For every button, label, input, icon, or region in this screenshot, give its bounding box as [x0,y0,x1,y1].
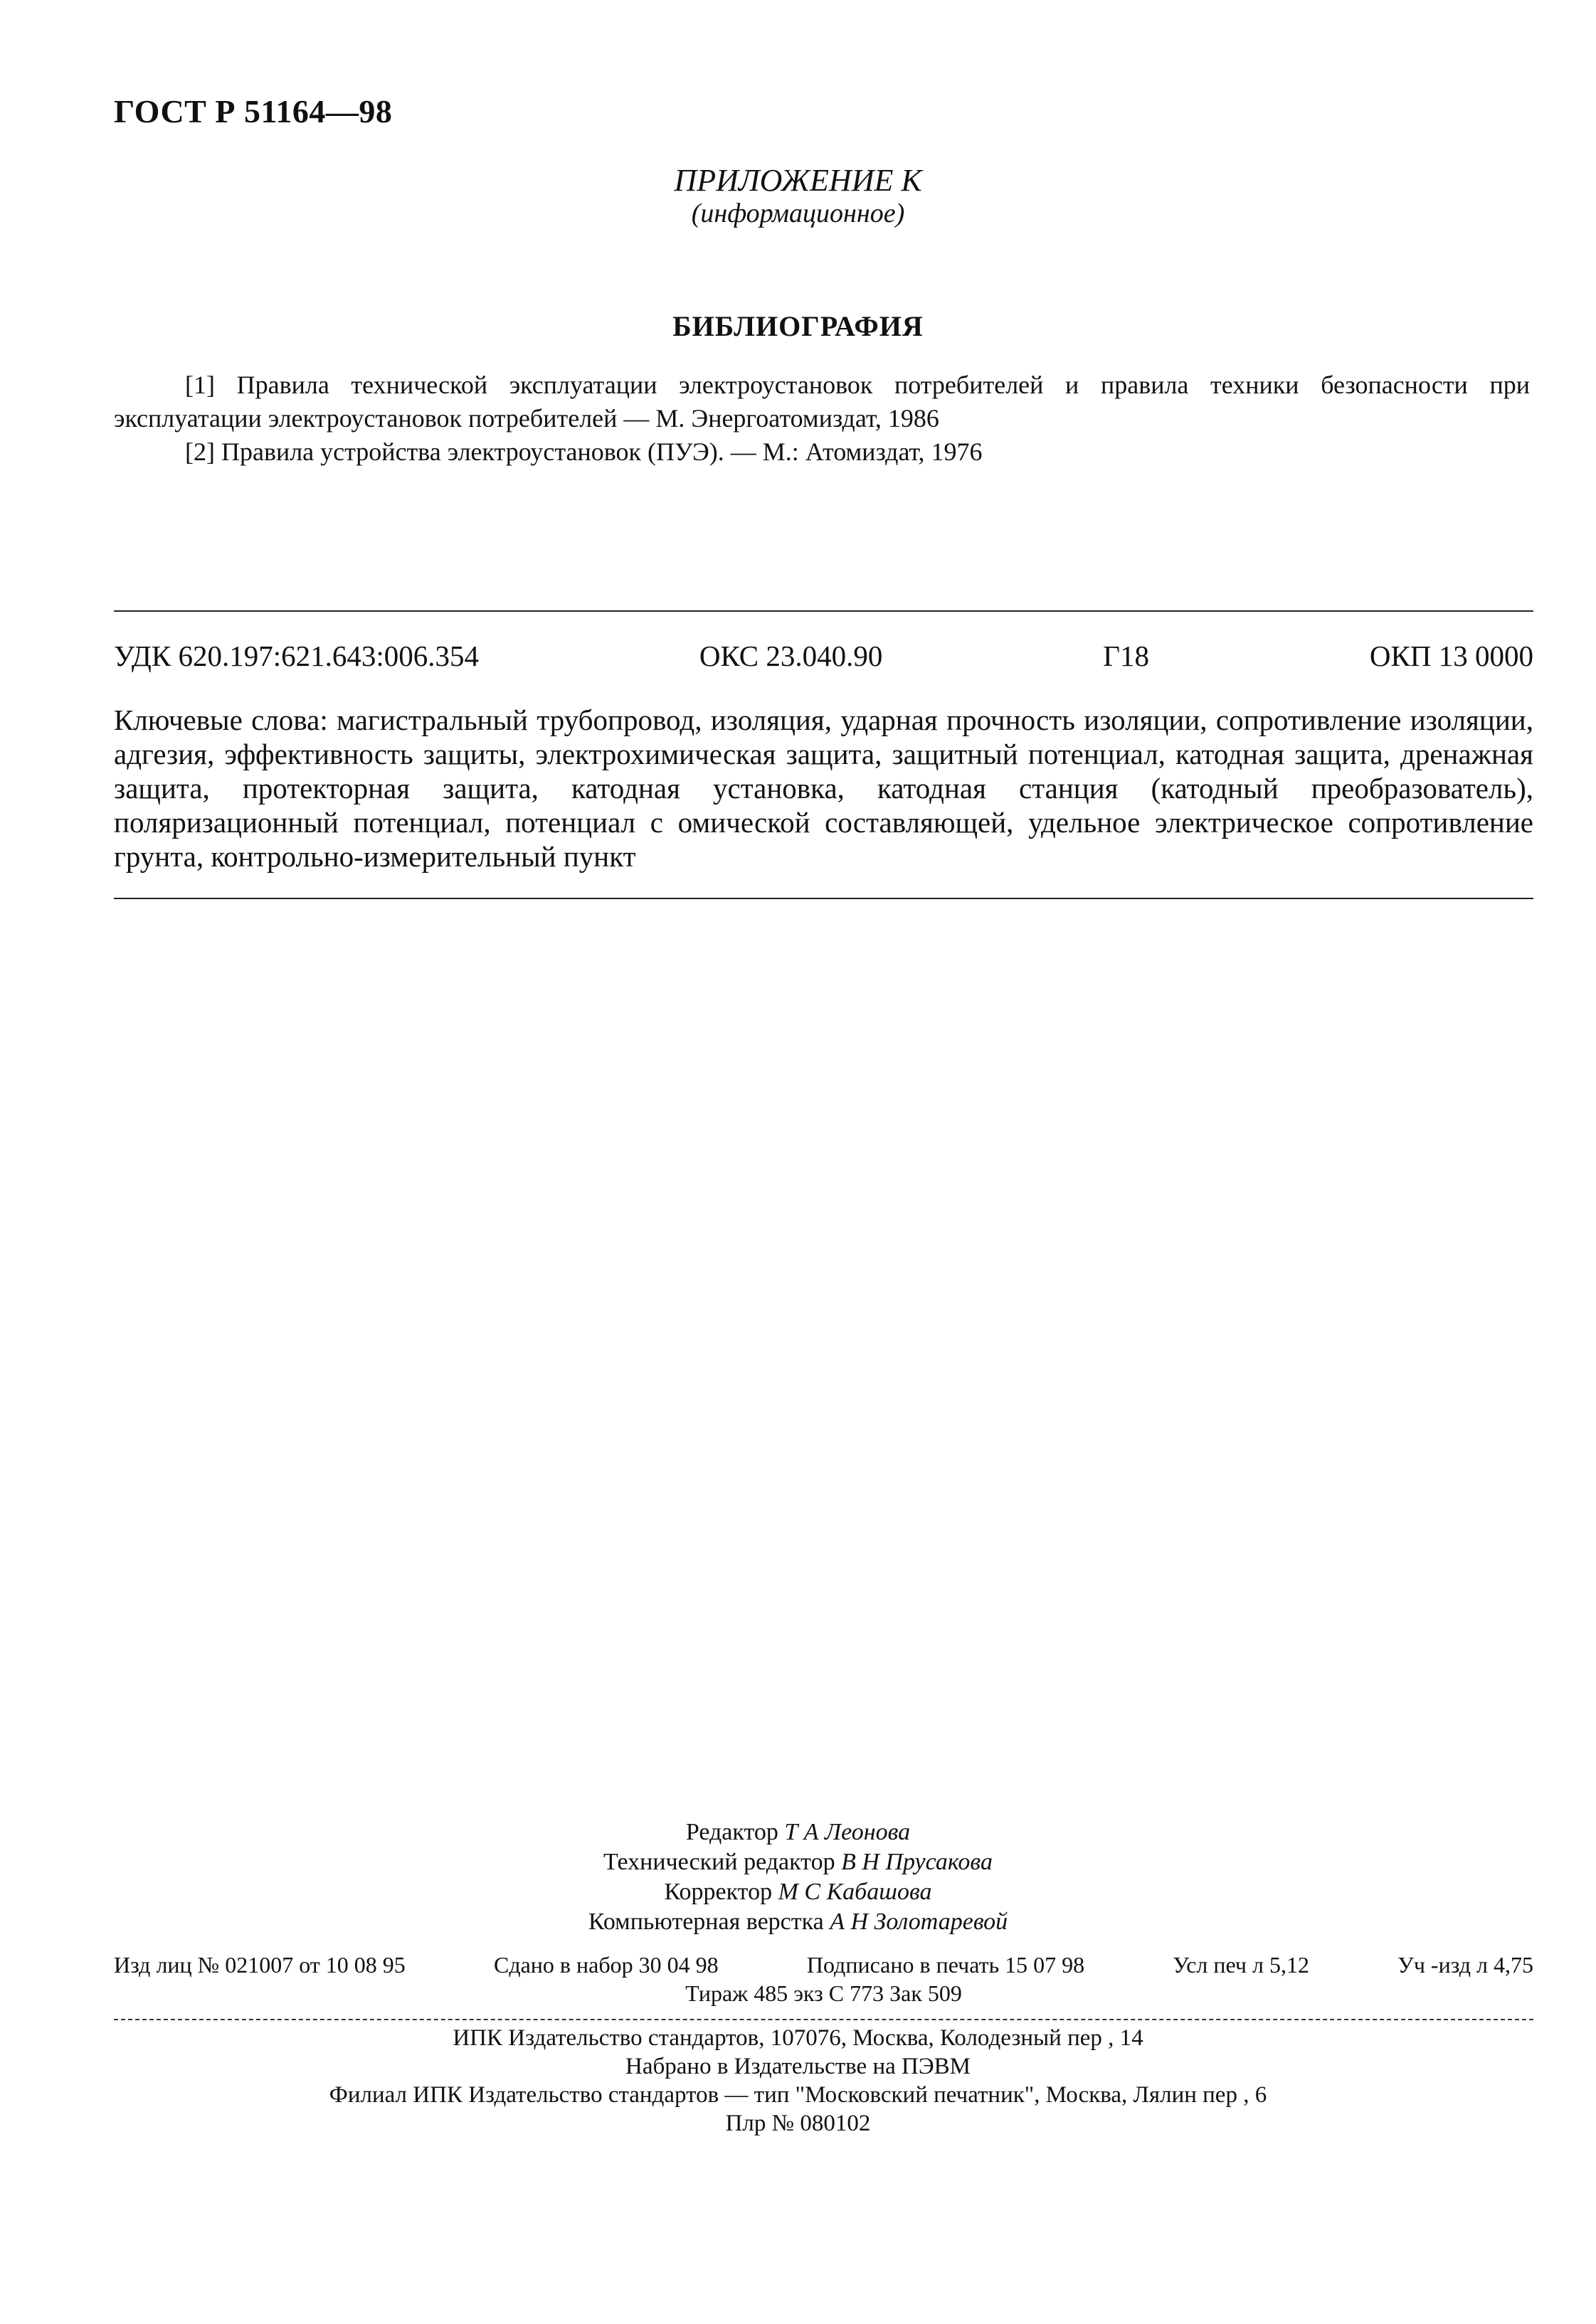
staff-line [0,1877,1596,1907]
print-run: Тираж 485 экз С 773 Зак 509 [685,1980,962,2006]
license-number: Изд лиц № 021007 от 10 08 95 [114,1952,406,1978]
staff-line [0,1907,1596,1937]
appendix-title: ПРИЛОЖЕНИЕ К [674,163,922,198]
bibliography-item: [2] Правила устройства электроустановок (ПУЭ). — М.: Атомиздат, 1976 [185,437,983,466]
publisher-line: Филиал ИПК Издательство стандартов — тип "Московский печатник", Москва, Лялин пер , 6 [329,2082,1267,2108]
oks-code: ОКС 23.040.90 [699,640,883,672]
bibliography-heading: БИБЛИОГРАФИЯ [672,310,924,342]
print-data-line [114,1951,1533,1979]
dashed-divider [114,2019,1533,2020]
typeset-date: Сдано в набор 30 04 98 [493,1952,719,1978]
udk-code: УДК 620.197:621.643:006.354 [114,640,479,672]
staff-role: Корректор [664,1879,773,1905]
staff-name: Т А Леонова [784,1819,911,1845]
publisher-sheets: Уч -изд л 4,75 [1397,1952,1533,1978]
classification-row [114,639,1533,673]
staff-name: А Н Золотаревой [830,1909,1008,1935]
keywords-paragraph: Ключевые слова: магистральный трубопровод, изоляция, ударная прочность изоляции, сопротивление изоляции, адгезия, эффективность защиты, электрохимическая защита, защитный потенциал, катодная защита, дренажная защита, протекторная защита, катодная установка, катодная станция (катодный преобразователь), поляризационный потенциал, потенциал с омической составляющей, удельное электрическое сопротивление грунта, контрольно-измерительный пункт [114,704,1533,873]
appendix-subtitle: (информационное) [691,198,905,228]
standard-code: ГОСТ Р 51164—98 [114,93,393,129]
publisher-line: Набрано в Издательстве на ПЭВМ [625,2054,971,2079]
printed-sheets: Усл печ л 5,12 [1173,1952,1309,1978]
divider-bottom [114,898,1533,899]
publisher-info [0,2024,1596,2138]
staff-line [0,1847,1596,1877]
staff-role: Редактор [685,1819,778,1845]
staff-credits [0,1818,1596,1937]
publisher-line: ИПК Издательство стандартов, 107076, Москва, Колодезный пер , 14 [453,2025,1143,2051]
bibliography-list [114,368,1530,469]
group-code: Г18 [1103,640,1149,672]
staff-line [0,1818,1596,1847]
publisher-line: Плр № 080102 [725,2111,871,2136]
print-data [114,1951,1533,2007]
bibliography-item: [1] Правила технической эксплуатации электроустановок потребителей и правила техники безопасности при эксплуатации электроустановок потребителей — М. Энергоатомиздат, 1986 [114,371,1530,433]
okp-code: ОКП 13 0000 [1369,640,1533,672]
divider-top [114,610,1533,612]
staff-role: Технический редактор [603,1849,835,1875]
staff-name: М С Кабашова [778,1879,932,1905]
staff-role: Компьютерная верстка [588,1909,824,1935]
signed-date: Подписано в печать 15 07 98 [806,1952,1085,1978]
staff-name: В Н Прусакова [841,1849,993,1875]
